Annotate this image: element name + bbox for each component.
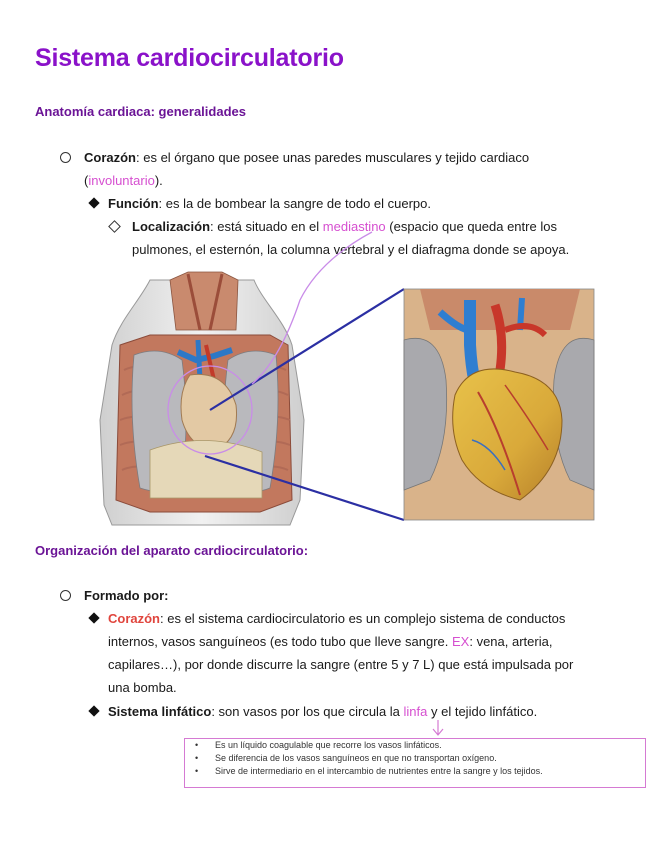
mediastino-highlight: mediastino bbox=[322, 219, 386, 234]
corazon-org-line-1 bbox=[108, 607, 565, 630]
formado-por-label: Formado por: bbox=[84, 588, 169, 603]
corazon-text: : es el órgano que posee unas paredes musculares y tejido cardiaco bbox=[136, 150, 530, 165]
involuntario-highlight: involuntario bbox=[88, 173, 155, 188]
torso-figure bbox=[100, 272, 304, 525]
note-item: • Se diferencia de los vasos sanguíneos en que no transportan oxígeno. bbox=[215, 752, 645, 765]
circle-bullet-icon bbox=[60, 590, 71, 601]
localizacion-label: Localización bbox=[132, 219, 211, 234]
localizacion-line-2: pulmones, el esternón, la columna vertebral y el diafragma donde se apoya. bbox=[132, 242, 570, 257]
ex-highlight: EX bbox=[452, 634, 470, 649]
corazon-org-line-4: una bomba. bbox=[108, 680, 177, 695]
linfatico-text-b: y el tejido linfático. bbox=[427, 704, 538, 719]
corazon-org-line-2 bbox=[108, 630, 552, 653]
note-item: • Es un líquido coagulable que recorre los vasos linfáticos. bbox=[215, 739, 645, 752]
paren-close: ). bbox=[154, 173, 163, 188]
corazon-org-text-2a: internos, vasos sanguíneos (es todo tubo que lleve sangre. bbox=[108, 634, 452, 649]
linfatico-line bbox=[108, 700, 537, 723]
heart-detail-illustration bbox=[404, 289, 594, 520]
localizacion-text-a: : está situado en el bbox=[210, 219, 323, 234]
paren-open: ( bbox=[84, 173, 89, 188]
linfa-notes-box bbox=[184, 738, 646, 788]
page-title: Sistema cardiocirculatorio bbox=[35, 44, 344, 72]
down-arrow-icon bbox=[430, 720, 450, 740]
note-item: • Sirve de intermediario en el intercambio de nutrientes entre la sangre y los tejidos. bbox=[215, 765, 645, 778]
localizacion-text-b: (espacio que queda entre los bbox=[385, 219, 557, 234]
section-heading-organizacion: Organización del aparato cardiocirculatorio: bbox=[35, 543, 309, 558]
linfa-highlight: linfa bbox=[403, 704, 428, 719]
linfatico-label: Sistema linfático bbox=[108, 704, 212, 719]
corazon-org-line-3: capilares…), por donde discurre la sangre (entre 5 y 7 L) que está impulsada por bbox=[108, 657, 574, 672]
corazon-org-text-2b: : vena, arteria, bbox=[469, 634, 553, 649]
linfatico-text-a: : son vasos por los que circula la bbox=[211, 704, 404, 719]
funcion-text: : es la de bombear la sangre de todo el cuerpo. bbox=[158, 196, 432, 211]
corazon-org-text-1: : es el sistema cardiocirculatorio es un complejo sistema de conductos bbox=[160, 611, 566, 626]
corazon-org-label: Corazón bbox=[108, 611, 160, 626]
corazon-label: Corazón bbox=[84, 150, 136, 165]
section-heading-anatomia: Anatomía cardiaca: generalidades bbox=[35, 104, 246, 119]
funcion-label: Función bbox=[108, 196, 159, 211]
